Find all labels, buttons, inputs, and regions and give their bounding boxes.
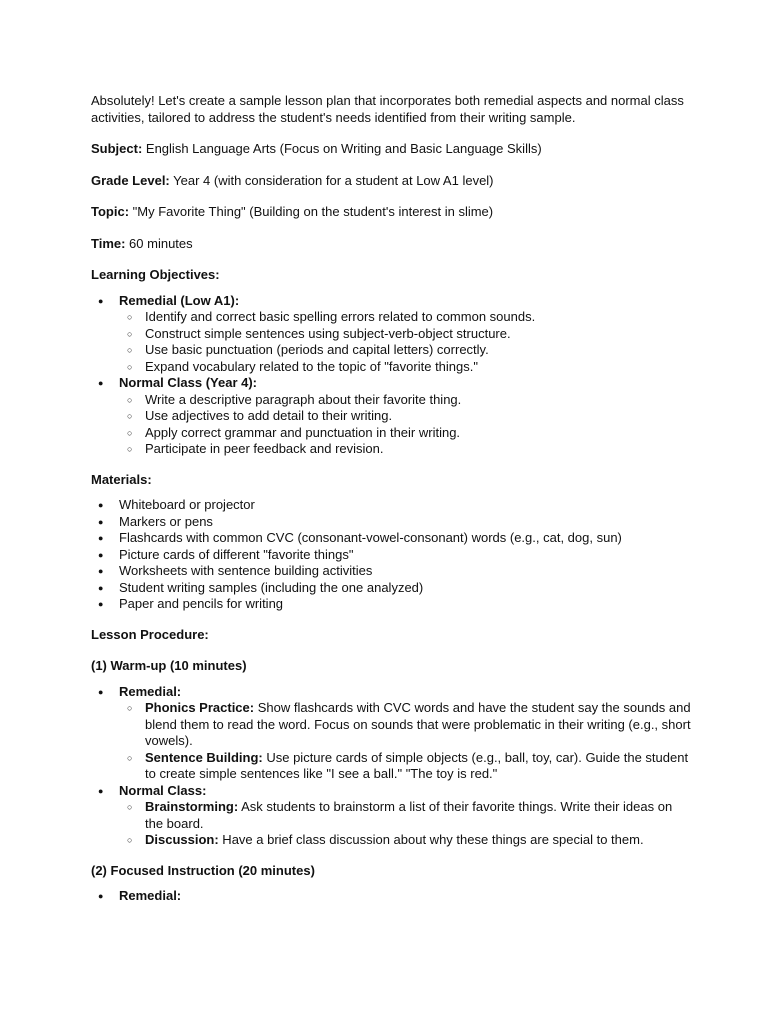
list-item: ○ Expand vocabulary related to the topic of "favorite things." [119, 359, 691, 376]
warmup-remedial-label: Remedial: [119, 683, 182, 699]
normal-objectives-label: Normal Class (Year 4): [119, 375, 258, 390]
focused-list [91, 888, 691, 905]
list-item: ● Picture cards of different "favorite things" [91, 547, 691, 564]
warmup-normal-label: Normal Class: [119, 782, 207, 798]
list-item [91, 684, 691, 783]
list-item: ○ Participate in peer feedback and revision. [119, 441, 691, 458]
list-item [91, 375, 691, 458]
objectives-heading: Learning Objectives: [91, 267, 220, 282]
subject-label: Subject: [91, 141, 143, 156]
time-value: 60 minutes [125, 235, 193, 251]
grade-value: Year 4 (with consideration for a student at Low A1 level) [169, 172, 494, 188]
topic-label: Topic: [91, 204, 130, 219]
list-item [91, 293, 691, 376]
grade-line [91, 173, 691, 190]
remedial-objectives-label: Remedial (Low A1): [119, 292, 240, 308]
subject-line [91, 141, 691, 158]
list-item: ● Paper and pencils for writing [91, 596, 691, 613]
objectives-list [91, 293, 691, 458]
list-item: ● Flashcards with common CVC (consonant-vowel-consonant) words (e.g., cat, dog, sun) [91, 530, 691, 547]
list-item: ○ Phonics Practice: Show flashcards with CVC words and have the student say the sounds and blend them to read the word. Focus on sounds that were problematic in their writing (e.g., short vowels). [119, 700, 691, 750]
materials-heading: Materials: [91, 471, 152, 487]
list-item: ○ Use basic punctuation (periods and capital letters) correctly. [119, 342, 691, 359]
list-item: ○ Brainstorming: Ask students to brainstorm a list of their favorite things. Write their ideas on the board. [119, 799, 691, 832]
warmup-heading: (1) Warm-up (10 minutes) [91, 658, 247, 673]
focused-heading: (2) Focused Instruction (20 minutes) [91, 862, 315, 878]
materials-list [91, 497, 691, 613]
list-item [91, 888, 691, 905]
list-item: ○ Write a descriptive paragraph about their favorite thing. [119, 392, 691, 409]
list-item: ○ Construct simple sentences using subject-verb-object structure. [119, 326, 691, 343]
topic-line [91, 204, 691, 221]
warmup-remedial-list [119, 700, 691, 783]
warmup-list [91, 684, 691, 849]
document-page [91, 93, 691, 905]
list-item: ● Student writing samples (including the one analyzed) [91, 580, 691, 597]
list-item [91, 783, 691, 849]
grade-label: Grade Level: [91, 172, 170, 188]
time-line [91, 236, 691, 253]
list-item: ○ Identify and correct basic spelling errors related to common sounds. [119, 309, 691, 326]
normal-objectives-list [119, 392, 691, 458]
intro-paragraph: Absolutely! Let's create a sample lesson plan that incorporates both remedial aspects and normal class activities, tailored to address the student's needs identified from their writing sample. [91, 93, 684, 125]
subject-value: English Language Arts (Focus on Writing and Basic Language Skills) [142, 141, 542, 156]
list-item: ○ Apply correct grammar and punctuation in their writing. [119, 425, 691, 442]
list-item: ● Whiteboard or projector [91, 497, 691, 514]
time-label: Time: [91, 235, 126, 251]
warmup-normal-list [119, 799, 691, 849]
list-item: ○ Discussion: Have a brief class discussion about why these things are special to them. [119, 832, 691, 849]
procedure-heading: Lesson Procedure: [91, 626, 209, 642]
list-item: ○ Sentence Building: Use picture cards of simple objects (e.g., ball, toy, car). Guide the student to create simple sentences like "I see a ball." "The toy is red." [119, 750, 691, 783]
focused-remedial-label: Remedial: [119, 888, 182, 903]
remedial-objectives-list [119, 309, 691, 375]
list-item: ○ Use adjectives to add detail to their writing. [119, 408, 691, 425]
list-item: ● Markers or pens [91, 514, 691, 531]
topic-value: "My Favorite Thing" (Building on the student's interest in slime) [129, 204, 494, 219]
list-item: ● Worksheets with sentence building activities [91, 563, 691, 580]
